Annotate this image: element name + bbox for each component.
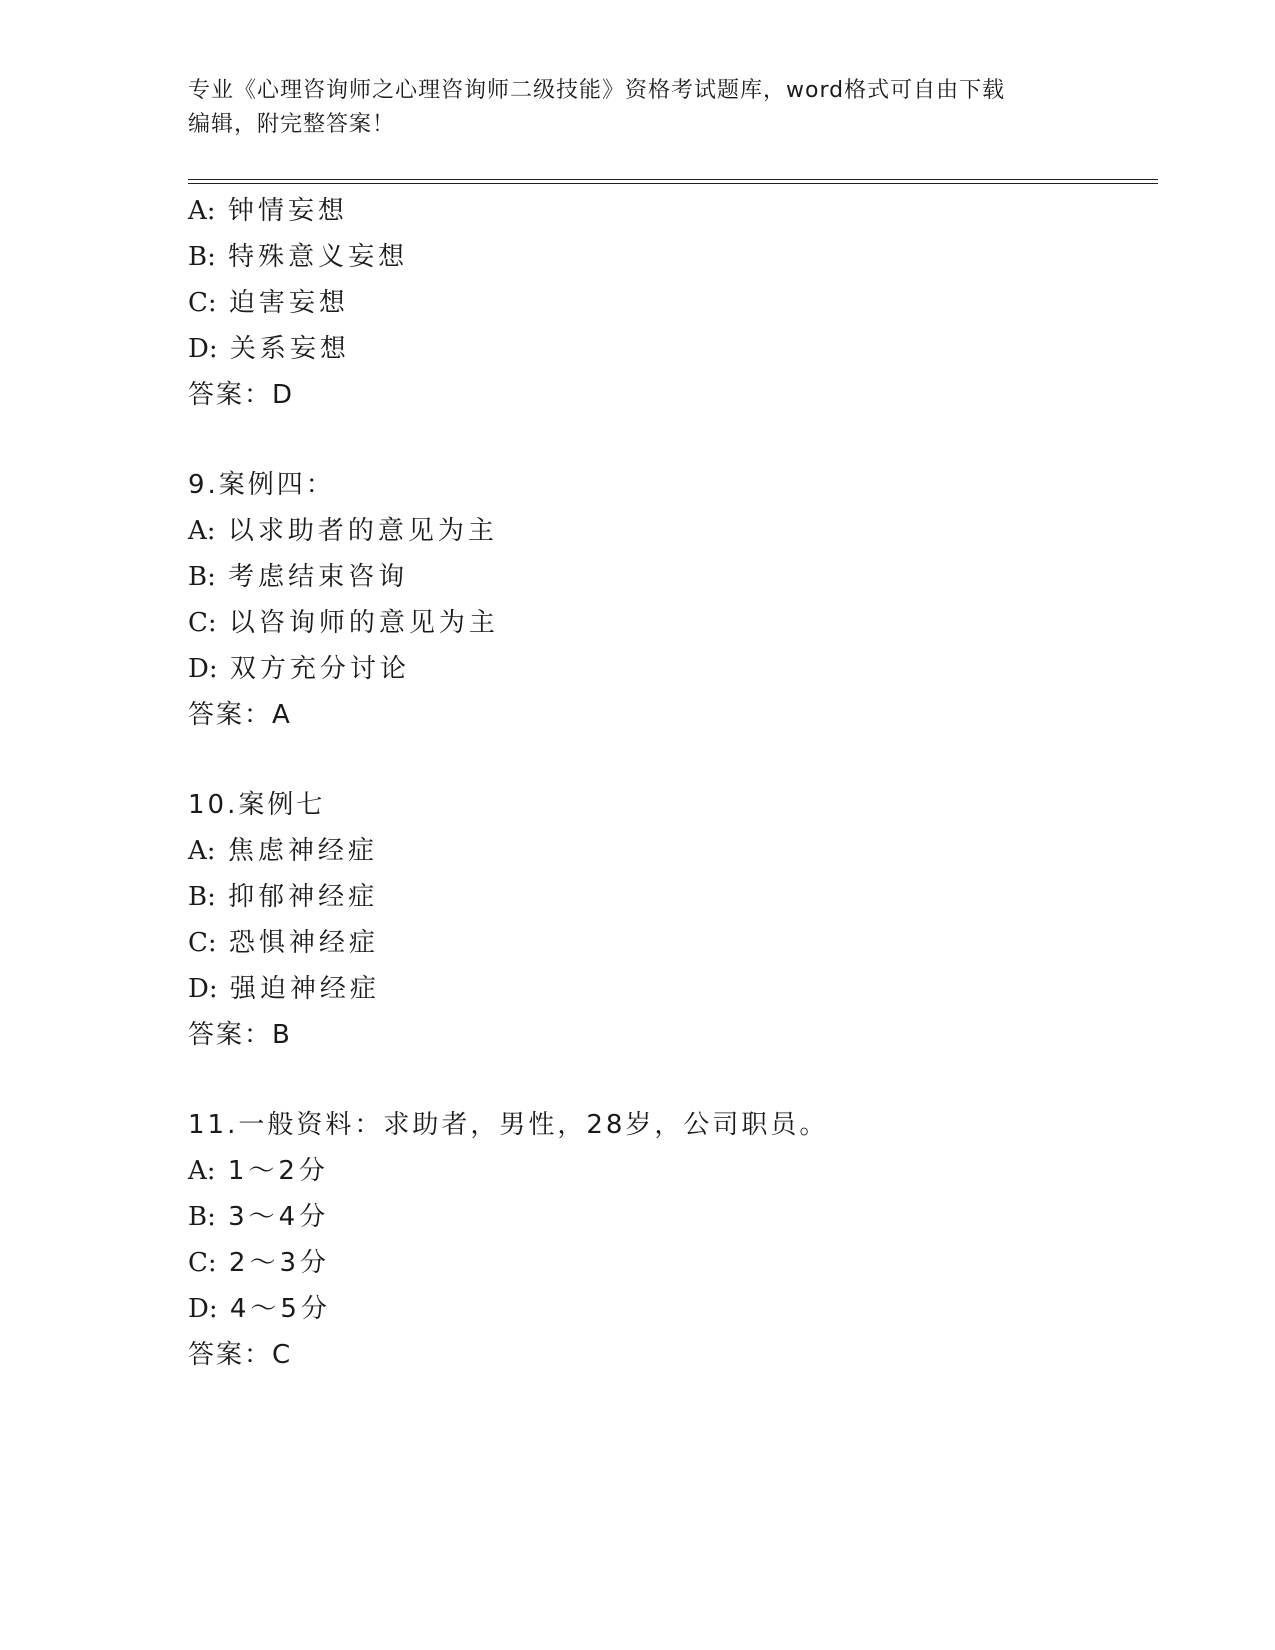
option-d <box>188 966 1148 1012</box>
answer-line: 答案：B <box>188 1020 292 1050</box>
option-c <box>188 1240 1148 1286</box>
option-d <box>188 1286 1148 1332</box>
option-letter: A: <box>188 1156 216 1186</box>
option-letter: A: <box>188 196 216 226</box>
option-text: 特殊意义妄想 <box>228 242 409 272</box>
option-letter: B: <box>188 562 216 592</box>
answer-line: 答案：D <box>188 380 295 410</box>
option-text: 1～2分 <box>227 1156 329 1186</box>
question-block <box>188 462 1148 738</box>
header-divider-bottom <box>188 183 1158 184</box>
option-text: 3～4分 <box>228 1202 330 1232</box>
option-text: 恐惧神经症 <box>228 928 379 958</box>
document-header <box>188 74 1088 142</box>
question-block <box>188 188 1148 418</box>
option-b <box>188 554 1148 600</box>
option-letter: C: <box>188 288 217 318</box>
option-letter: D: <box>188 334 218 364</box>
option-text: 以求助者的意见为主 <box>227 516 498 546</box>
option-letter: B: <box>188 1202 216 1232</box>
option-letter: B: <box>188 242 216 272</box>
option-letter: C: <box>188 928 217 958</box>
option-text: 考虑结束咨询 <box>228 562 409 592</box>
option-c <box>188 600 1148 646</box>
option-b <box>188 234 1148 280</box>
option-text: 强迫神经症 <box>229 974 380 1004</box>
option-a <box>188 188 1148 234</box>
option-b <box>188 874 1148 920</box>
option-letter: C: <box>188 1248 217 1278</box>
option-letter: A: <box>188 836 216 866</box>
option-letter: D: <box>188 1294 218 1324</box>
question-title: 10.案例七 <box>188 790 326 820</box>
question-list <box>188 188 1148 1378</box>
option-c <box>188 280 1148 326</box>
option-text: 以咨询师的意见为主 <box>228 608 499 638</box>
option-letter: A: <box>188 516 216 546</box>
header-line-1: 专业《心理咨询师之心理咨询师二级技能》资格考试题库，word格式可自由下载 <box>188 78 1006 103</box>
option-text: 钟情妄想 <box>227 196 348 226</box>
option-letter: D: <box>188 974 218 1004</box>
block-spacer <box>188 738 1148 782</box>
option-text: 焦虑神经症 <box>227 836 378 866</box>
option-text: 关系妄想 <box>229 334 350 364</box>
question-block <box>188 782 1148 1058</box>
answer-line: 答案：A <box>188 700 292 730</box>
block-spacer <box>188 1058 1148 1102</box>
option-d <box>188 646 1148 692</box>
option-text: 2～3分 <box>228 1248 331 1278</box>
option-text: 4～5分 <box>229 1294 331 1324</box>
answer-line: 答案：C <box>188 1340 293 1370</box>
block-spacer <box>188 418 1148 462</box>
header-divider-top <box>188 179 1158 180</box>
header-line-2: 编辑，附完整答案！ <box>188 112 396 137</box>
option-letter: C: <box>188 608 217 638</box>
option-letter: D: <box>188 654 218 684</box>
option-text: 双方充分讨论 <box>229 654 410 684</box>
question-title: 9.案例四： <box>188 470 335 500</box>
question-block <box>188 1102 1148 1378</box>
option-c <box>188 920 1148 966</box>
option-a <box>188 508 1148 554</box>
option-a <box>188 1148 1148 1194</box>
option-a <box>188 828 1148 874</box>
option-d <box>188 326 1148 372</box>
option-letter: B: <box>188 882 216 912</box>
question-title: 11.一般资料：求助者，男性，28岁，公司职员。 <box>188 1110 829 1140</box>
option-b <box>188 1194 1148 1240</box>
option-text: 迫害妄想 <box>228 288 349 318</box>
option-text: 抑郁神经症 <box>228 882 379 912</box>
